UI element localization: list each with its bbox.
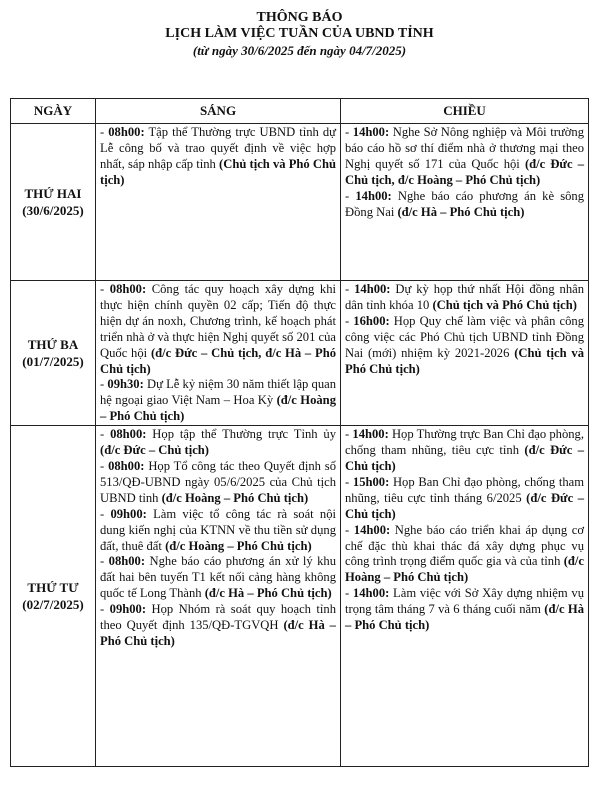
item-attendees: (đ/c Đức – Chủ tịch, đ/c Hà – Phó Chủ tịch) — [100, 345, 337, 376]
day-date: (02/7/2025) — [22, 597, 84, 613]
item-time: 08h00: — [108, 554, 146, 569]
item-time: 14h00: — [352, 586, 390, 601]
cell-content — [100, 281, 336, 425]
item-time: 09h30: — [107, 377, 144, 392]
schedule-row — [11, 426, 589, 767]
item-time: 08h00: — [110, 427, 147, 442]
item-attendees: (Chủ tịch và Phó Chủ tịch) — [432, 297, 577, 312]
day-date: (01/7/2025) — [22, 354, 84, 370]
item-attendees: (đ/c Hà – Phó Chủ tịch) — [345, 602, 584, 633]
schedule-item: - 08h00: Nghe báo cáo phương án xử lý khu đất hai bên tuyến T1 kết nối cảng hàng không quốc tế Long Thành (đ/c Hà – Phó Chủ tịch) — [100, 554, 336, 601]
item-time: 08h00: — [108, 125, 145, 139]
afternoon-cell — [341, 281, 589, 426]
schedule-item: - 08h00: Họp Tổ công tác theo Quyết định số 513/QĐ-UBND ngày 05/6/2025 của Chủ tịch UBND tỉnh (đ/c Hoàng – Phó Chủ tịch) — [100, 458, 336, 505]
item-description: Tập thể Thường trực UBND tỉnh dự Lễ công bố và trao quyết định về việc hợp nhất, sáp nhập cấp tỉnh — [100, 125, 337, 171]
item-attendees: (đ/c Hoàng – Phó Chủ tịch) — [165, 538, 312, 553]
schedule-row — [11, 281, 589, 426]
item-attendees: (đ/c Đức – Chủ tịch) — [345, 490, 585, 521]
cell-content — [345, 124, 584, 220]
day-name: THỨ BA — [27, 337, 79, 353]
weekly-schedule-table — [10, 98, 589, 767]
cell-content — [345, 426, 584, 634]
item-description: Dự kỳ họp thứ nhất Hội đồng nhân dân tỉnh khóa 10 — [345, 282, 584, 312]
day-name: THỨ HAI — [24, 186, 82, 201]
item-description: Nghe báo cáo phương án kè sông Đồng Nai — [345, 188, 585, 219]
schedule-item: - 14h00: Nghe Sở Nông nghiệp và Môi trường báo cáo hồ sơ thí điểm nhà ở thương mại theo Nghị quyết số 171 của Quốc hội (đ/c Đức – Chủ tịch, đ/c Hoàng – Phó Chủ tịch) — [345, 125, 584, 187]
item-description: Họp Thường trực Ban Chỉ đạo phòng, chống tham nhũng, tiêu cực tỉnh — [345, 427, 585, 458]
document-title: THÔNG BÁO — [256, 10, 343, 25]
item-attendees: (Chủ tịch và Phó Chủ tịch) — [345, 345, 584, 376]
column-header-morning: SÁNG — [96, 99, 341, 124]
item-attendees: (đ/c Hà – Phó Chủ tịch) — [100, 618, 336, 648]
item-time: 15h00: — [352, 474, 390, 489]
item-description: Công tác quy hoạch xây dựng khi thực hiện chính quyền 02 cấp; Tiến độ thực hiện dự án noxh, Chương trình, kế hoạch phát triển nhà ở và thực hiện Nghị quyết số 201 của Quốc hội — [100, 282, 337, 360]
item-attendees: (đ/c Đức – Chủ tịch) — [100, 443, 210, 458]
schedule-item: - 09h00: Họp Nhóm rà soát quy hoạch tỉnh theo Quyết định 135/QĐ-TGVQH (đ/c Hà – Phó Chủ tịch) — [100, 602, 337, 648]
document-subtitle: LỊCH LÀM VIỆC TUẦN CỦA UBND TỈNH — [165, 26, 434, 41]
item-description: Nghe Sở Nông nghiệp và Môi trường báo cáo hồ sơ thí điểm nhà ở thương mại theo Nghị quyết số 171 của Quốc hội — [345, 125, 584, 171]
schedule-item: - 08h00: Tập thể Thường trực UBND tỉnh dự Lễ công bố và trao quyết định về việc hợp nhất, sáp nhập cấp tỉnh (Chủ tịch và Phó Chủ tịch) — [100, 125, 337, 187]
cell-content — [100, 124, 336, 189]
item-description: Nghe báo cáo triển khai áp dụng cơ chế đặc thù khai thác đá xây dựng phục vụ công trình trọng điểm quốc gia và của tỉnh — [345, 522, 584, 569]
morning-cell — [96, 124, 341, 281]
afternoon-cell — [341, 124, 589, 281]
schedule-period: (từ ngày 30/6/2025 đến ngày 04/7/2025) — [192, 43, 407, 58]
schedule-item: - 15h00: Họp Ban Chỉ đạo phòng, chống tham nhũng, tiêu cực tỉnh tháng 6/2025 (đ/c Đức – Chủ tịch) — [345, 474, 585, 521]
item-description: Làm việc tổ công tác rà soát nội dung kiến nghị của KTNN về thu tiền sử dụng đất, thuê đất — [100, 506, 337, 553]
column-header-afternoon: CHIỀU — [341, 99, 589, 124]
item-attendees: (đ/c Đức – Chủ tịch) — [345, 443, 585, 473]
schedule-item: - 14h00: Nghe báo cáo phương án kè sông Đồng Nai (đ/c Hà – Phó Chủ tịch) — [345, 188, 585, 219]
day-cell — [11, 281, 96, 426]
schedule-item: - 08h00: Họp tập thể Thường trực Tỉnh ủy (đ/c Đức – Chủ tịch) — [100, 427, 337, 458]
item-attendees: (đ/c Hà – Phó Chủ tịch) — [397, 204, 525, 219]
schedule-item: - 14h00: Họp Thường trực Ban Chỉ đạo phòng, chống tham nhũng, tiêu cực tỉnh (đ/c Đức – Chủ tịch) — [345, 427, 585, 473]
schedule-item: - 14h00: Dự kỳ họp thứ nhất Hội đồng nhân dân tỉnh khóa 10 (Chủ tịch và Phó Chủ tịch) — [345, 282, 584, 312]
item-description: Làm việc với Sở Xây dựng nhiệm vụ trọng tâm tháng 7 và 6 tháng cuối năm — [345, 586, 584, 617]
day-cell — [11, 124, 96, 281]
cell-content — [345, 281, 584, 377]
schedule-item: - 08h00: Công tác quy hoạch xây dựng khi thực hiện chính quyền 02 cấp; Tiến độ thực hiện dự án noxh, Chương trình, kế hoạch phát triển nhà ở và thực hiện Nghị quyết số 201 của Quốc hội (đ/c Đức – Chủ tịch, đ/c Hà – Phó Chủ tịch) — [100, 282, 337, 376]
item-description: Họp Tổ công tác theo Quyết định số 513/QĐ-UBND ngày 05/6/2025 của Chủ tịch UBND tỉnh — [100, 458, 336, 505]
schedule-item: - 14h00: Nghe báo cáo triển khai áp dụng cơ chế đặc thù khai thác đá xây dựng phục vụ công trình trọng điểm quốc gia và của tỉnh (đ/c Hoàng – Phó Chủ tịch) — [345, 522, 584, 585]
item-attendees: (Chủ tịch và Phó Chủ tịch) — [100, 156, 336, 187]
item-description: Họp tập thể Thường trực Tỉnh ủy — [146, 427, 337, 442]
item-attendees: (đ/c Hoàng – Phó Chủ tịch) — [345, 554, 584, 585]
item-description: Dự Lễ kỷ niệm 30 năm thiết lập quan hệ ngoại giao Việt Nam – Hoa Kỳ — [100, 377, 337, 408]
day-name: THỨ TƯ — [27, 580, 79, 596]
item-time: 08h00: — [108, 458, 145, 473]
item-attendees: (đ/c Hoàng – Phó Chủ tịch) — [161, 490, 309, 505]
item-time: 16h00: — [353, 313, 390, 328]
column-header-day: NGÀY — [11, 99, 96, 124]
item-attendees: (đ/c Hà – Phó Chủ tịch) — [204, 586, 332, 601]
item-attendees: (đ/c Hoàng – Phó Chủ tịch) — [100, 393, 336, 424]
schedule-item: - 14h00: Làm việc với Sở Xây dựng nhiệm vụ trọng tâm tháng 7 và 6 tháng cuối năm (đ/c Hà – Phó Chủ tịch) — [345, 586, 584, 633]
day-date: (30/6/2025) — [22, 203, 84, 218]
item-time: 14h00: — [354, 282, 391, 296]
item-time: 09h00: — [109, 602, 147, 617]
schedule-row — [11, 124, 589, 281]
item-time: 14h00: — [352, 427, 389, 442]
morning-cell — [96, 426, 341, 767]
afternoon-cell — [341, 426, 589, 767]
item-time: 09h00: — [110, 506, 147, 521]
item-time: 14h00: — [353, 522, 391, 537]
item-attendees: (đ/c Đức – Chủ tịch, đ/c Hoàng – Phó Chủ tịch) — [345, 156, 584, 187]
item-time: 14h00: — [352, 125, 390, 139]
schedule-item: - 09h30: Dự Lễ kỷ niệm 30 năm thiết lập quan hệ ngoại giao Việt Nam – Hoa Kỳ (đ/c Hoàng – Phó Chủ tịch) — [100, 377, 337, 424]
item-description: Nghe báo cáo phương án xử lý khu đất hai bên tuyến T1 kết nối cảng hàng không quốc tế Long Thành — [100, 554, 336, 601]
item-description: Họp Nhóm rà soát quy hoạch tỉnh theo Quyết định 135/QĐ-TGVQH — [100, 602, 337, 633]
item-time: 14h00: — [355, 188, 392, 203]
item-description: Họp Quy chế làm việc và phân công công việc các Phó Chủ tịch UBND tỉnh Đồng Nai (mới) nhiệm kỳ 2021-2026 — [345, 313, 585, 360]
schedule-item: - 16h00: Họp Quy chế làm việc và phân công công việc các Phó Chủ tịch UBND tỉnh Đồng Nai (mới) nhiệm kỳ 2021-2026 (Chủ tịch và Phó Chủ tịch) — [345, 313, 585, 376]
item-description: Họp Ban Chỉ đạo phòng, chống tham nhũng, tiêu cực tỉnh tháng 6/2025 — [345, 474, 584, 505]
schedule-item: - 09h00: Làm việc tổ công tác rà soát nội dung kiến nghị của KTNN về thu tiền sử dụng đất, thuê đất (đ/c Hoàng – Phó Chủ tịch) — [100, 506, 337, 553]
cell-content — [100, 426, 336, 650]
day-cell — [11, 426, 96, 767]
item-time: 08h00: — [109, 282, 147, 296]
morning-cell — [96, 281, 341, 426]
